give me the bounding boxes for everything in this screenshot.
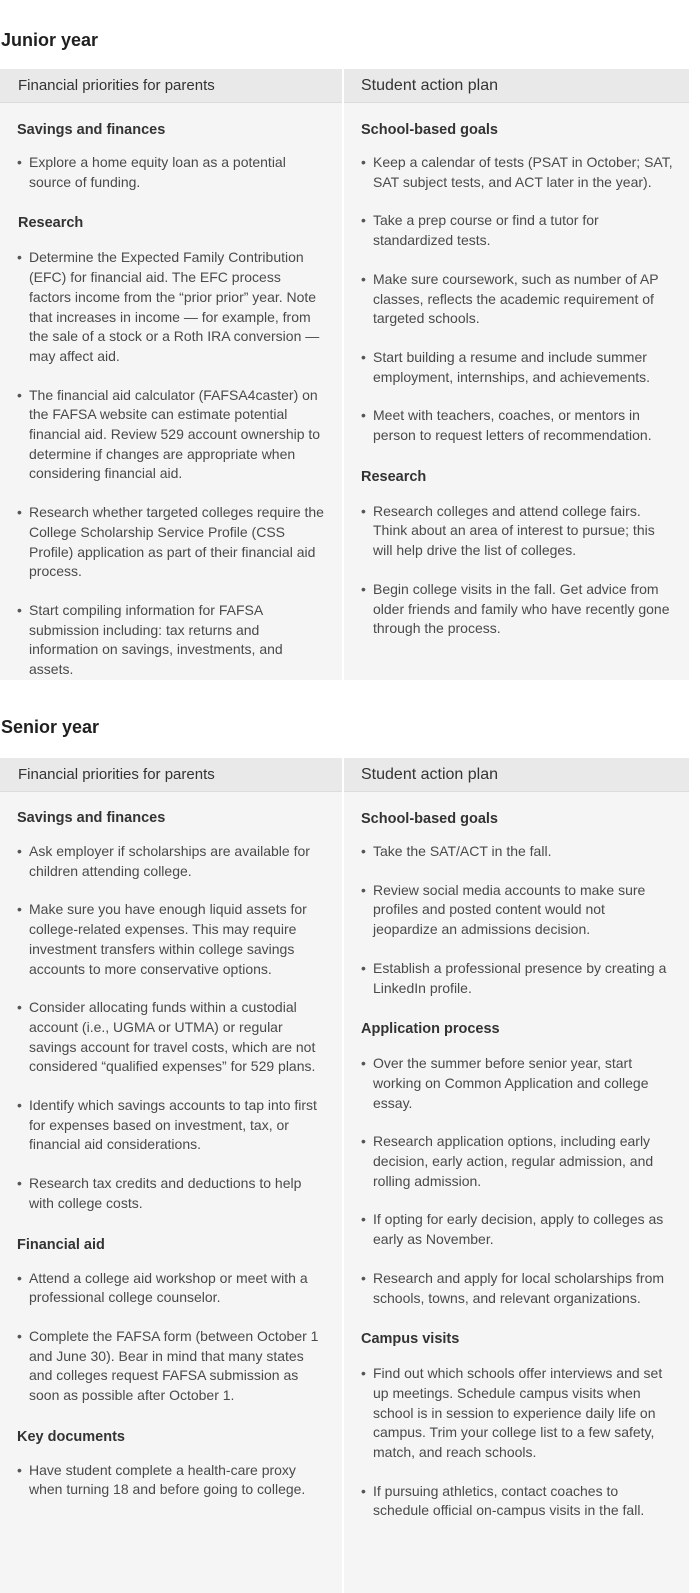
list-item: • The financial aid calculator (FAFSA4caster) on the FAFSA website can estimate potential financial aid. Review 529 account ownership to determine if changes are appropriate when considering financial aid. [17,386,326,485]
junior-year-section [0,0,700,680]
junior-research-heading: Research [18,215,84,232]
junior-parents-header: Financial priorities for parents [0,69,342,103]
senior-year-section [0,680,700,1593]
list-item: • Over the summer before senior year, start working on Common Application and college essay. [361,1054,673,1113]
list-item: • Keep a calendar of tests (PSAT in October; SAT, SAT subject tests, and ACT later in the year). [361,153,673,192]
senior-year-title: Senior year [1,717,100,737]
list-item: • Have student complete a health-care proxy when turning 18 and before going to college. [17,1461,326,1500]
list-item: • Take the SAT/ACT in the fall. [361,842,673,862]
list-item: • Explore a home equity loan as a potential source of funding. [17,153,326,192]
list-item: • Find out which schools offer interviews and set up meetings. Schedule campus visits when school is in session to experience daily life on campus. Trim your college list to a few safety, match, and reach schools. [361,1364,673,1463]
senior-campus-visits-list [361,1364,673,1521]
list-item: • Start compiling information for FAFSA submission including: tax returns and information on savings, investments, and assets. [17,601,326,680]
junior-savings-list [17,153,326,192]
list-item: • If pursuing athletics, contact coaches to schedule official on-campus visits in the fall. [361,1482,673,1521]
list-item: • Take a prep course or find a tutor for standardized tests. [361,211,673,250]
list-item: • Establish a professional presence by creating a LinkedIn profile. [361,959,673,998]
senior-year-table [0,758,689,1593]
senior-student-column [344,758,689,1593]
junior-school-goals-heading: School-based goals [361,122,498,138]
senior-financial-aid-heading: Financial aid [17,1236,105,1253]
junior-parents-column [0,69,344,680]
list-item: • Begin college visits in the fall. Get advice from older friends and family who have recently gone through the process. [361,580,673,639]
list-item: • Consider allocating funds within a custodial account (i.e., UGMA or UTMA) or regular savings account for travel costs, which are not considered “qualified expenses” for 529 plans. [17,998,326,1077]
list-item: • If opting for early decision, apply to colleges as early as November. [361,1210,673,1249]
senior-savings-list [17,842,326,1214]
list-item: • Make sure you have enough liquid assets for college-related expenses. This may require investment transfers within college savings accounts to more conservative options. [17,900,326,979]
list-item: • Complete the FAFSA form (between October 1 and June 30). Bear in mind that many states and colleges request FAFSA submission as soon as possible after October 1. [17,1327,326,1406]
list-item: • Research application options, including early decision, early action, regular admission, and rolling admission. [361,1132,673,1191]
senior-parents-column [0,758,344,1593]
list-item: • Research and apply for local scholarships from schools, towns, and relevant organizations. [361,1269,673,1308]
junior-student-research-heading: Research [361,468,427,485]
list-item: • Research tax credits and deductions to help with college costs. [17,1174,326,1213]
senior-financial-aid-list [17,1269,326,1406]
list-item: • Research colleges and attend college fairs. Think about an area of interest to pursue; this will help drive the list of colleges. [361,502,673,561]
list-item: • Start building a resume and include summer employment, internships, and achievements. [361,348,673,387]
list-item: • Research whether targeted colleges require the College Scholarship Service Profile (CSS Profile) application as part of their financial aid process. [17,503,326,582]
list-item: • Review social media accounts to make sure profiles and posted content would not jeopardize an admissions decision. [361,881,673,940]
senior-application-process-list [361,1054,673,1308]
senior-key-documents-list [17,1461,326,1500]
list-item: • Attend a college aid workshop or meet with a professional college counselor. [17,1269,326,1308]
senior-student-header: Student action plan [344,758,689,792]
junior-student-column [344,69,689,680]
list-item: • Ask employer if scholarships are available for children attending college. [17,842,326,881]
senior-parents-header: Financial priorities for parents [0,758,342,792]
list-item: • Meet with teachers, coaches, or mentors in person to request letters of recommendation. [361,406,673,445]
junior-student-header: Student action plan [344,69,689,103]
senior-campus-visits-heading: Campus visits [361,1331,460,1348]
list-item: • Determine the Expected Family Contribution (EFC) for financial aid. The EFC process factors income from the “prior prior” year. Note that increases in income — for example, from the sale of a stock or a Roth IRA conversion — may affect aid. [17,248,326,366]
senior-savings-heading: Savings and finances [17,810,166,826]
junior-year-title: Junior year [1,30,99,50]
senior-school-goals-heading: School-based goals [361,811,498,827]
list-item: • Make sure coursework, such as number of AP classes, reflects the academic requirement of targeted schools. [361,270,673,329]
junior-school-goals-list [361,153,673,446]
senior-application-process-heading: Application process [361,1021,500,1038]
list-item: • Identify which savings accounts to tap into first for expenses based on investment, tax, or financial aid considerations. [17,1096,326,1155]
senior-school-goals-list [361,842,673,998]
junior-savings-heading: Savings and finances [17,122,166,138]
junior-student-research-list [361,502,673,639]
junior-year-table [0,69,689,680]
senior-key-documents-heading: Key documents [17,1428,125,1445]
junior-research-list [17,248,326,679]
